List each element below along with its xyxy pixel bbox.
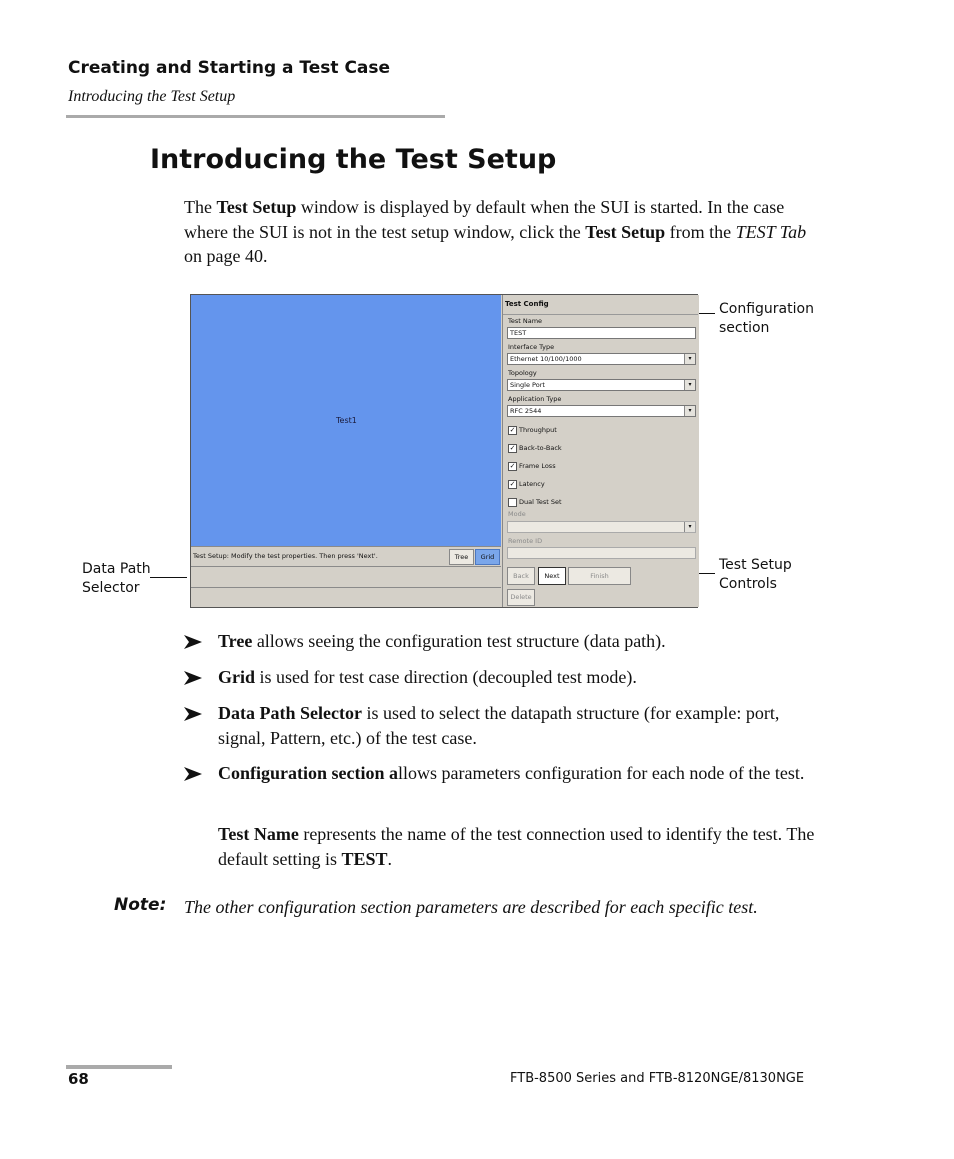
note-label: Note:: [114, 895, 167, 915]
test-setup-screenshot: [190, 294, 698, 608]
application-type-label: Application Type: [508, 395, 562, 403]
chapter-title: Creating and Starting a Test Case: [68, 58, 391, 78]
footer-rule: [66, 1065, 172, 1069]
bullet-configuration-section: Configuration section allows parameters configuration for each node of the test.: [218, 763, 805, 783]
callout-line-controls: [699, 573, 715, 574]
latency-checkbox[interactable]: ✓: [509, 480, 516, 488]
section-subtitle: Introducing the Test Setup: [68, 88, 236, 105]
intro-paragraph: The Test Setup window is displayed by default when the SUI is started. In the case where the SUI is not in the test setup window, click the Test Setup from the TEST Tab on page 40.: [184, 197, 807, 266]
bullet-data-path-selector: Data Path Selector is used to select the datapath structure (for example: port, signal, Pattern, etc.) of the test case.: [218, 703, 780, 748]
configuration-panel: [502, 295, 699, 607]
test-name-paragraph: Test Name represents the name of the test connection used to identify the test. The default setting is TEST.: [218, 824, 815, 869]
callout-configuration-section: Configuration section: [719, 301, 814, 336]
next-button[interactable]: Next: [538, 567, 566, 585]
application-type-value: RFC 2544: [510, 407, 542, 415]
panel-title: Test Config: [503, 295, 698, 315]
dual-test-set-checkbox[interactable]: [508, 498, 517, 507]
latency-label: Latency: [519, 480, 545, 488]
remote-id-input[interactable]: [507, 547, 696, 559]
chevron-down-icon[interactable]: ▾: [684, 406, 695, 416]
callout-line-configuration: [699, 313, 715, 314]
status-bar: [191, 546, 501, 567]
back-button[interactable]: Back: [507, 567, 535, 585]
interface-type-value: Ethernet 10/100/1000: [510, 355, 582, 363]
bullet-arrow-icon: [184, 635, 202, 649]
delete-button[interactable]: Delete: [507, 589, 535, 606]
callout-test-setup-controls: Test Setup Controls: [719, 557, 792, 592]
interface-type-select[interactable]: [507, 353, 696, 365]
finish-button[interactable]: Finish: [568, 567, 631, 585]
bullet-grid: Grid is used for test case direction (decoupled test mode).: [218, 667, 637, 687]
callout-data-path-selector: Data Path Selector: [82, 561, 151, 596]
test-name-label: Test Name: [508, 317, 543, 325]
status-text: Test Setup: Modify the test properties. Then press 'Next'.: [193, 552, 378, 560]
frame-loss-checkbox[interactable]: ✓: [509, 462, 516, 470]
chevron-down-icon[interactable]: ▾: [684, 380, 695, 390]
remote-id-label: Remote ID: [508, 537, 543, 545]
page-title: Introducing the Test Setup: [150, 144, 557, 175]
dual-test-set-label: Dual Test Set: [519, 498, 562, 506]
throughput-checkbox[interactable]: ✓: [509, 426, 516, 434]
bullet-tree: Tree allows seeing the configuration test structure (data path).: [218, 631, 666, 651]
application-type-select[interactable]: [507, 405, 696, 417]
page-number: 68: [68, 1070, 89, 1088]
grid-button[interactable]: Grid: [475, 549, 500, 565]
topology-select[interactable]: [507, 379, 696, 391]
frame-loss-label: Frame Loss: [519, 462, 556, 470]
chevron-down-icon[interactable]: ▾: [684, 522, 695, 532]
bullet-arrow-icon: [184, 671, 202, 685]
test-canvas[interactable]: [191, 295, 501, 546]
mode-label: Mode: [508, 510, 526, 518]
bullet-arrow-icon: [184, 767, 202, 781]
data-path-selector[interactable]: [191, 566, 501, 588]
back-to-back-checkbox[interactable]: ✓: [509, 444, 516, 452]
topology-value: Single Port: [510, 381, 545, 389]
throughput-label: Throughput: [519, 426, 557, 434]
interface-type-label: Interface Type: [508, 343, 555, 351]
back-to-back-label: Back-to-Back: [519, 444, 562, 452]
callout-line-data-path: [150, 577, 187, 578]
test-name-input[interactable]: TEST: [507, 327, 696, 339]
topology-label: Topology: [508, 369, 537, 377]
header-rule: [66, 115, 445, 118]
chevron-down-icon[interactable]: ▾: [684, 354, 695, 364]
tree-button[interactable]: Tree: [449, 549, 474, 565]
note-text: The other configuration section parameters are described for each specific test.: [184, 897, 758, 917]
bullet-arrow-icon: [184, 707, 202, 721]
product-name: FTB-8500 Series and FTB-8120NGE/8130NGE: [510, 1071, 805, 1086]
canvas-node-label: Test1: [336, 416, 357, 425]
mode-select[interactable]: [507, 521, 696, 533]
